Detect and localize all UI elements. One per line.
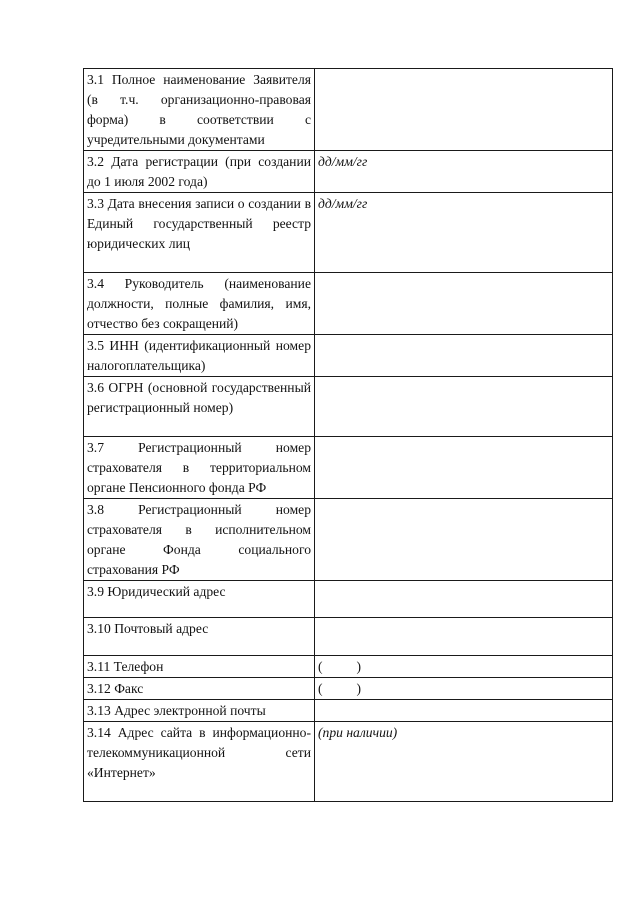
- table-row: [84, 273, 613, 335]
- row-label-email: 3.13 Адрес электронной почты: [84, 700, 315, 722]
- row-label-director: 3.4 Руководитель (наименование должности, полные фамилия, имя, отчество без сокращений): [84, 273, 315, 335]
- table-row: [84, 581, 613, 618]
- full-name-field[interactable]: [315, 69, 613, 151]
- table-row: [84, 618, 613, 656]
- table-row: [84, 151, 613, 193]
- table-row: [84, 69, 613, 151]
- row-label-postal-address: 3.10 Почтовый адрес: [84, 618, 315, 656]
- table-row: [84, 678, 613, 700]
- table-row: [84, 335, 613, 377]
- phone-field[interactable]: ( ): [315, 656, 613, 678]
- fax-field[interactable]: ( ): [315, 678, 613, 700]
- row-label-legal-address: 3.9 Юридический адрес: [84, 581, 315, 618]
- registration-date-field[interactable]: дд/мм/гг: [315, 151, 613, 193]
- row-label-inn: 3.5 ИНН (идентификационный номер налогоплательщика): [84, 335, 315, 377]
- row-label-egrul-date: 3.3 Дата внесения записи о создании в Единый государственный реестр юридических лиц: [84, 193, 315, 273]
- email-field[interactable]: [315, 700, 613, 722]
- legal-address-field[interactable]: [315, 581, 613, 618]
- row-label-ogrn: 3.6 ОГРН (основной государственный регистрационный номер): [84, 377, 315, 437]
- inn-field[interactable]: [315, 335, 613, 377]
- row-label-fax: 3.12 Факс: [84, 678, 315, 700]
- row-label-registration-date: 3.2 Дата регистрации (при создании до 1 июля 2002 года): [84, 151, 315, 193]
- table-row: [84, 656, 613, 678]
- row-label-full-name: 3.1 Полное наименование Заявителя (в т.ч. организационно-правовая форма) в соответствии с учредительными документами: [84, 69, 315, 151]
- pension-fund-number-field[interactable]: [315, 437, 613, 499]
- ogrn-field[interactable]: [315, 377, 613, 437]
- applicant-info-table: [83, 68, 613, 802]
- table-row: [84, 437, 613, 499]
- table-row: [84, 700, 613, 722]
- director-field[interactable]: [315, 273, 613, 335]
- table-row: [84, 499, 613, 581]
- postal-address-field[interactable]: [315, 618, 613, 656]
- table-row: [84, 722, 613, 802]
- table-row: [84, 377, 613, 437]
- table-row: [84, 193, 613, 273]
- website-field[interactable]: (при наличии): [315, 722, 613, 802]
- row-label-pension-fund-number: 3.7 Регистрационный номер страхователя в территориальном органе Пенсионного фонда РФ: [84, 437, 315, 499]
- social-fund-number-field[interactable]: [315, 499, 613, 581]
- egrul-date-field[interactable]: дд/мм/гг: [315, 193, 613, 273]
- row-label-phone: 3.11 Телефон: [84, 656, 315, 678]
- row-label-website: 3.14 Адрес сайта в информационно-телекоммуникационной сети «Интернет»: [84, 722, 315, 802]
- row-label-social-fund-number: 3.8 Регистрационный номер страхователя в исполнительном органе Фонда социального страхования РФ: [84, 499, 315, 581]
